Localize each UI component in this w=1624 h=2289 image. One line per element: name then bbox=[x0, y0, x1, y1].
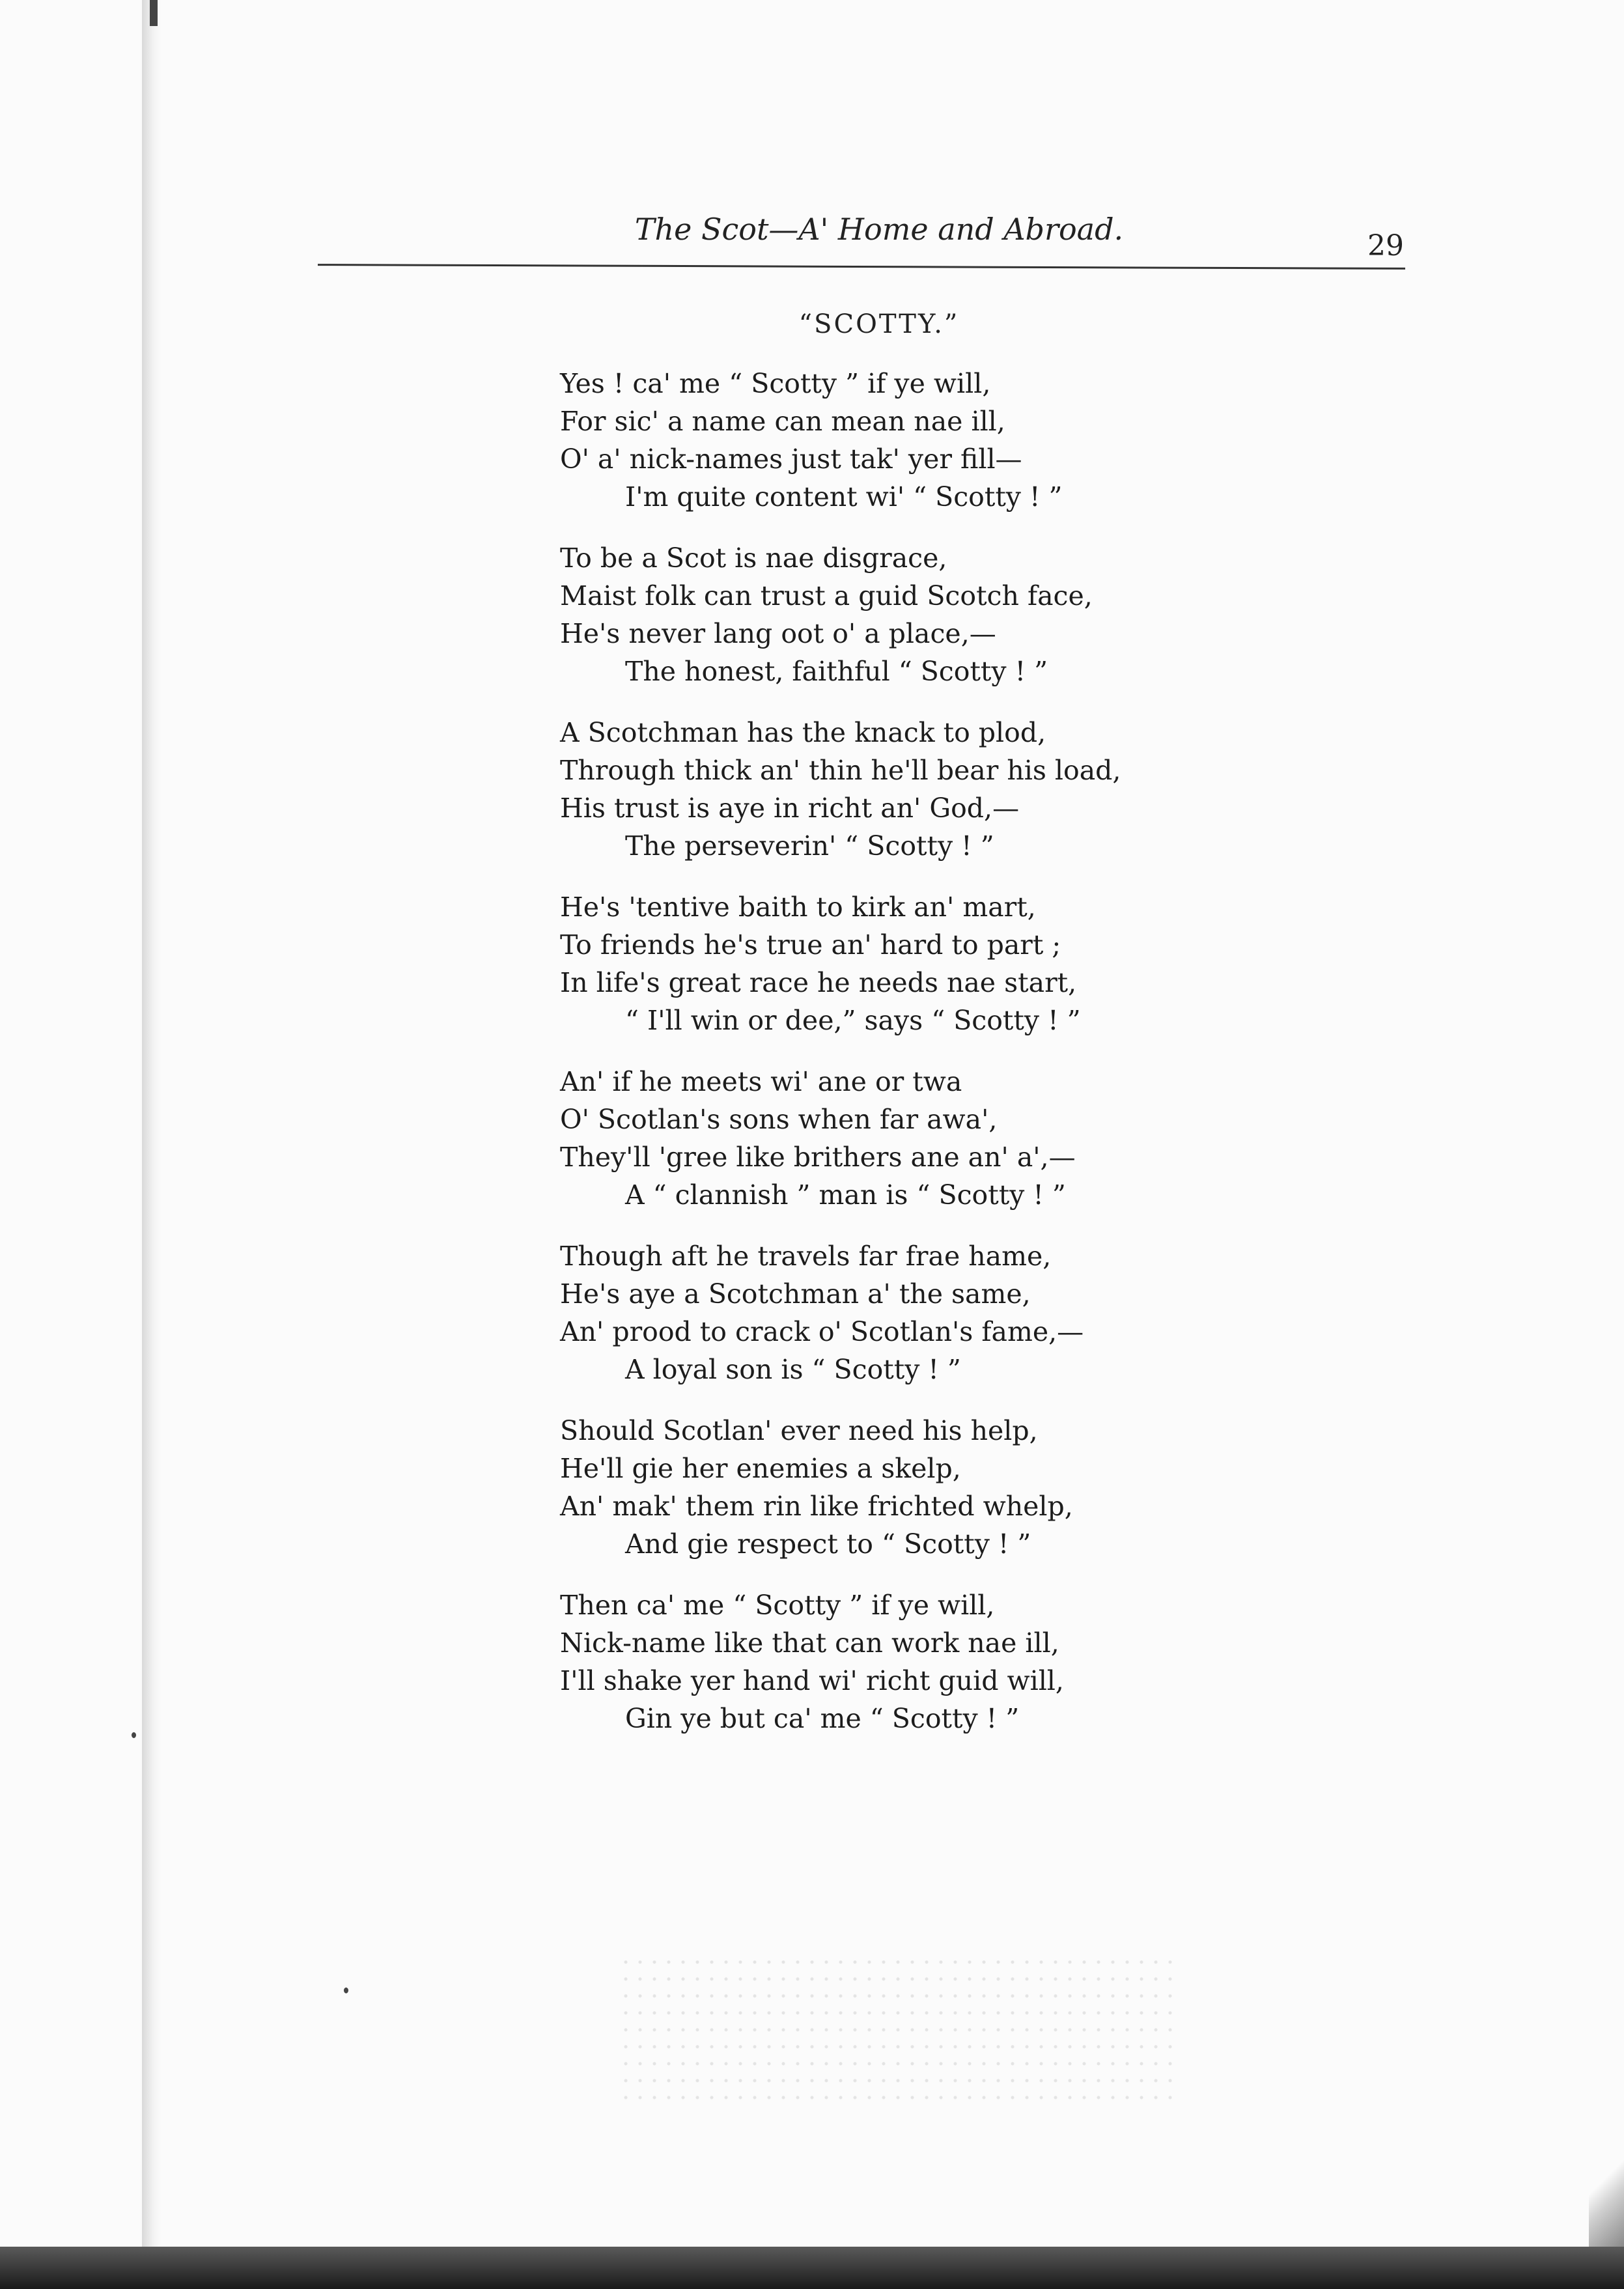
poem-line: Through thick an' thin he'll bear his load, bbox=[560, 755, 1121, 786]
poem-refrain-line: The perseverin' “ Scotty ! ” bbox=[625, 830, 994, 862]
poem-line: Then ca' me “ Scotty ” if ye will, bbox=[560, 1590, 995, 1621]
poem-line: He's 'tentive baith to kirk an' mart, bbox=[560, 892, 1036, 923]
poem-refrain-line: A “ clannish ” man is “ Scotty ! ” bbox=[625, 1179, 1066, 1211]
poem-line: An' if he meets wi' ane or twa bbox=[560, 1066, 962, 1097]
poem-line: To be a Scot is nae disgrace, bbox=[560, 542, 947, 574]
poem-line: To friends he's true an' hard to part ; bbox=[560, 929, 1061, 961]
poem-line: In life's great race he needs nae start, bbox=[560, 967, 1077, 998]
stanza bbox=[560, 539, 1407, 690]
ink-speck bbox=[132, 1732, 136, 1738]
poem-line: His trust is aye in richt an' God,— bbox=[560, 793, 1020, 824]
stanza bbox=[560, 1412, 1407, 1563]
poem-line: They'll 'gree like brithers ane an' a',— bbox=[560, 1142, 1076, 1173]
stanza bbox=[560, 888, 1407, 1039]
page-number: 29 bbox=[1367, 229, 1404, 262]
top-smudge bbox=[150, 0, 158, 26]
poem-refrain-line: A loyal son is “ Scotty ! ” bbox=[625, 1354, 961, 1385]
poem-line: A Scotchman has the knack to plod, bbox=[560, 717, 1046, 748]
poem-line: Maist folk can trust a guid Scotch face, bbox=[560, 580, 1093, 611]
stanza bbox=[560, 365, 1407, 516]
poem-refrain-line: I'm quite content wi' “ Scotty ! ” bbox=[625, 481, 1063, 513]
stanza bbox=[560, 1586, 1407, 1737]
poem-body bbox=[560, 365, 1407, 1761]
running-title: The Scot—A' Home and Abroad. bbox=[634, 212, 1124, 247]
poem-line: An' prood to crack o' Scotlan's fame,— bbox=[560, 1316, 1084, 1347]
poem-title: “SCOTTY.” bbox=[798, 309, 960, 339]
poem-refrain-line: Gin ye but ca' me “ Scotty ! ” bbox=[625, 1703, 1020, 1734]
stanza bbox=[560, 1237, 1407, 1388]
stanza bbox=[560, 714, 1407, 865]
poem-line: Should Scotlan' ever need his help, bbox=[560, 1415, 1038, 1446]
poem-line: I'll shake yer hand wi' richt guid will, bbox=[560, 1665, 1064, 1696]
poem-line: O' a' nick-names just tak' yer fill— bbox=[560, 443, 1022, 475]
bleed-through-text bbox=[619, 1954, 1172, 2103]
poem-line: An' mak' them rin like frichted whelp, bbox=[560, 1491, 1073, 1522]
poem-refrain-line: “ I'll win or dee,” says “ Scotty ! ” bbox=[625, 1005, 1081, 1036]
poem-line: He's never lang oot o' a place,— bbox=[560, 618, 996, 649]
ink-speck bbox=[344, 1987, 348, 1993]
poem-line: He's aye a Scotchman a' the same, bbox=[560, 1278, 1031, 1310]
poem-line: Nick-name like that can work nae ill, bbox=[560, 1627, 1059, 1659]
poem-line: For sic' a name can mean nae ill, bbox=[560, 406, 1005, 437]
header-rule bbox=[318, 264, 1405, 270]
poem-refrain-line: The honest, faithful “ Scotty ! ” bbox=[625, 656, 1048, 687]
poem-line: Though aft he travels far frae hame, bbox=[560, 1241, 1052, 1272]
page-corner-curl bbox=[1589, 2136, 1624, 2247]
stanza bbox=[560, 1063, 1407, 1214]
poem-line: He'll gie her enemies a skelp, bbox=[560, 1453, 961, 1484]
scanner-bottom-shadow bbox=[0, 2247, 1624, 2289]
binding-edge bbox=[142, 0, 161, 2289]
poem-line: O' Scotlan's sons when far awa', bbox=[560, 1104, 998, 1135]
poem-line: Yes ! ca' me “ Scotty ” if ye will, bbox=[560, 368, 991, 399]
poem-refrain-line: And gie respect to “ Scotty ! ” bbox=[625, 1528, 1031, 1560]
